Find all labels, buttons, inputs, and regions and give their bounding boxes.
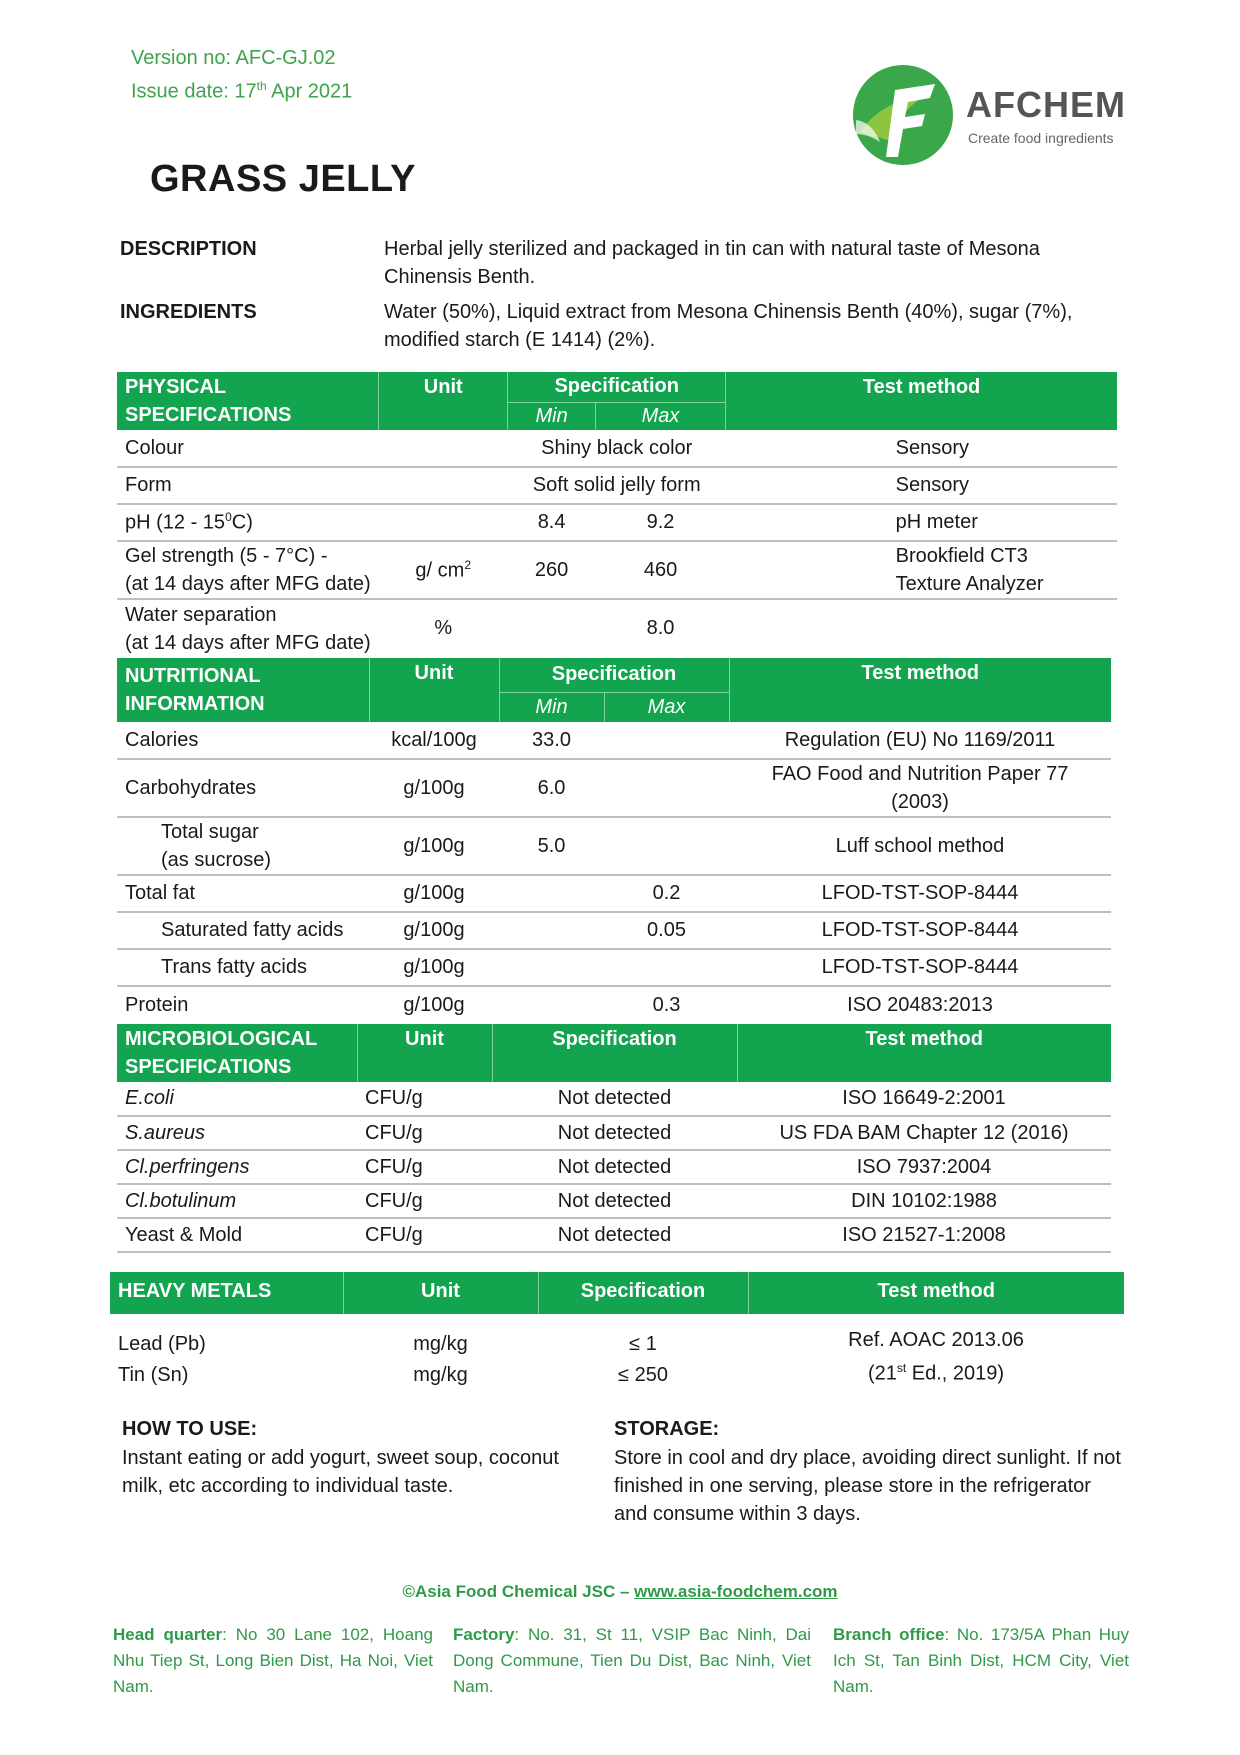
micro-header-unit: Unit — [357, 1024, 492, 1082]
logo-brand: AFCHEM — [966, 84, 1126, 125]
nutrition-header-min: Min — [499, 692, 604, 722]
physical-header-method: Test method — [726, 372, 1117, 430]
nutrition-header-unit: Unit — [369, 658, 499, 722]
metals-header-spec: Specification — [538, 1272, 748, 1314]
physical-header — [117, 372, 1117, 402]
nutrition-header — [117, 658, 1111, 692]
table-row: E.coli CFU/g Not detected ISO 16649-2:2001 — [117, 1082, 1111, 1116]
metals-header-title: HEAVY METALS — [110, 1272, 343, 1314]
footer-factory: Factory: No. 31, St 11, VSIP Bac Ninh, Dai Dong Commune, Tien Du Dist, Bac Ninh, Viet Nam. — [453, 1625, 811, 1696]
metals-header-method: Test method — [748, 1272, 1124, 1314]
table-row: Colour Shiny black color Sensory — [117, 430, 1117, 467]
physical-header-min: Min — [508, 402, 596, 430]
nutrition-header-max: Max — [604, 692, 729, 722]
version-info — [131, 44, 352, 106]
physical-header-spec: Specification — [508, 372, 726, 402]
physical-header-unit: Unit — [379, 372, 508, 430]
metals-header — [110, 1272, 1124, 1314]
website-link[interactable]: www.asia-foodchem.com — [634, 1582, 838, 1601]
nutrition-table — [117, 658, 1111, 1024]
metals-header-unit: Unit — [343, 1272, 538, 1314]
afchem-logo-icon — [850, 62, 960, 172]
ingredients-text: Water (50%), Liquid extract from Mesona Chinensis Benth (40%), sugar (7%), modified starch (E 1414) (2%). — [384, 301, 1073, 351]
description-label: DESCRIPTION — [120, 238, 257, 260]
table-row: S.aureus CFU/g Not detected US FDA BAM Chapter 12 (2016) — [117, 1116, 1111, 1150]
physical-specs-table — [117, 372, 1117, 657]
table-row: Saturated fatty acids g/100g 0.05 LFOD-TST-SOP-8444 — [117, 912, 1111, 949]
afchem-logo — [850, 62, 1130, 172]
copyright-line — [0, 1582, 1240, 1602]
table-row: Calories kcal/100g 33.0 Regulation (EU) No 1169/2011 — [117, 722, 1111, 759]
version-number: Version no: AFC-GJ.02 — [131, 47, 336, 69]
physical-header-max: Max — [595, 402, 725, 430]
table-row: Cl.botulinum CFU/g Not detected DIN 10102:1988 — [117, 1184, 1111, 1218]
table-row: Tin (Sn) mg/kg ≤ 250 — [118, 1363, 668, 1386]
nutrition-header-spec: Specification — [499, 658, 729, 692]
issue-date: Issue date: 17th Apr 2021 — [131, 79, 353, 103]
table-row: Carbohydrates g/100g 6.0 FAO Food and Nutrition Paper 77 (2003) — [117, 759, 1111, 817]
table-row: Total fat g/100g 0.2 LFOD-TST-SOP-8444 — [117, 875, 1111, 912]
copyright-text: ©Asia Food Chemical JSC – — [402, 1582, 635, 1601]
ingredients-label: INGREDIENTS — [120, 301, 257, 323]
description-text: Herbal jelly sterilized and packaged in tin can with natural taste of Mesona Chinensis Benth. — [384, 238, 1040, 288]
physical-header-title: PHYSICAL SPECIFICATIONS — [117, 372, 379, 430]
page-title: GRASS JELLY — [150, 158, 416, 200]
footer-hq: Head quarter: No 30 Lane 102, Hoang Nhu Tiep St, Long Bien Dist, Ha Noi, Viet Nam. — [113, 1625, 433, 1696]
table-row: Form Soft solid jelly form Sensory — [117, 467, 1117, 504]
table-row: Trans fatty acids g/100g LFOD-TST-SOP-8444 — [117, 949, 1111, 986]
table-row: Water separation (at 14 days after MFG date) % 8.0 — [125, 603, 675, 654]
logo-tagline: Create food ingredients — [968, 130, 1114, 146]
table-row: Total sugar (as sucrose) g/100g 5.0 Luff school method — [117, 817, 1111, 875]
micro-table — [117, 1024, 1111, 1253]
table-row: Gel strength (5 - 7°C) - (at 14 days after MFG date) g/ $cm^2$ 260 460 Brookfield CT3 Texture Analyzer — [117, 541, 1117, 599]
howto-label: HOW TO USE: — [122, 1418, 258, 1440]
storage-text: Store in cool and dry place, avoiding direct sunlight. If not finished in one serving, please store in the refrigerator and consume within 3 days. — [614, 1447, 1121, 1525]
table-row: Yeast & Mold CFU/g Not detected ISO 21527-1:2008 — [117, 1218, 1111, 1252]
table-row: Cl.perfringens CFU/g Not detected ISO 7937:2004 — [117, 1150, 1111, 1184]
micro-header-method: Test method — [737, 1024, 1111, 1082]
table-row: Lead (Pb) mg/kg ≤ 1 Ref. AOAC 2013.06 (21st Ed., 2019) — [118, 1329, 1024, 1385]
micro-header-spec: Specification — [492, 1024, 737, 1082]
nutrition-header-title: NUTRITIONAL INFORMATION — [117, 658, 369, 722]
table-row: Protein g/100g 0.3 ISO 20483:2013 — [125, 994, 993, 1016]
storage-label: STORAGE: — [614, 1418, 720, 1440]
heavy-metals-table — [110, 1272, 1124, 1394]
footer-branch: Branch office: No. 173/5A Phan Huy Ich St, Tan Binh Dist, HCM City, Viet Nam. — [833, 1625, 1129, 1696]
nutrition-header-method: Test method — [729, 658, 1111, 722]
table-row: pH $(12 - 15^0C)$ 8.4 9.2 pH meter — [117, 504, 1117, 541]
micro-header — [117, 1024, 1111, 1082]
howto-text: Instant eating or add yogurt, sweet soup, coconut milk, etc according to individual taste. — [122, 1447, 559, 1497]
micro-header-title: MICROBIOLOGICAL SPECIFICATIONS — [117, 1024, 357, 1082]
